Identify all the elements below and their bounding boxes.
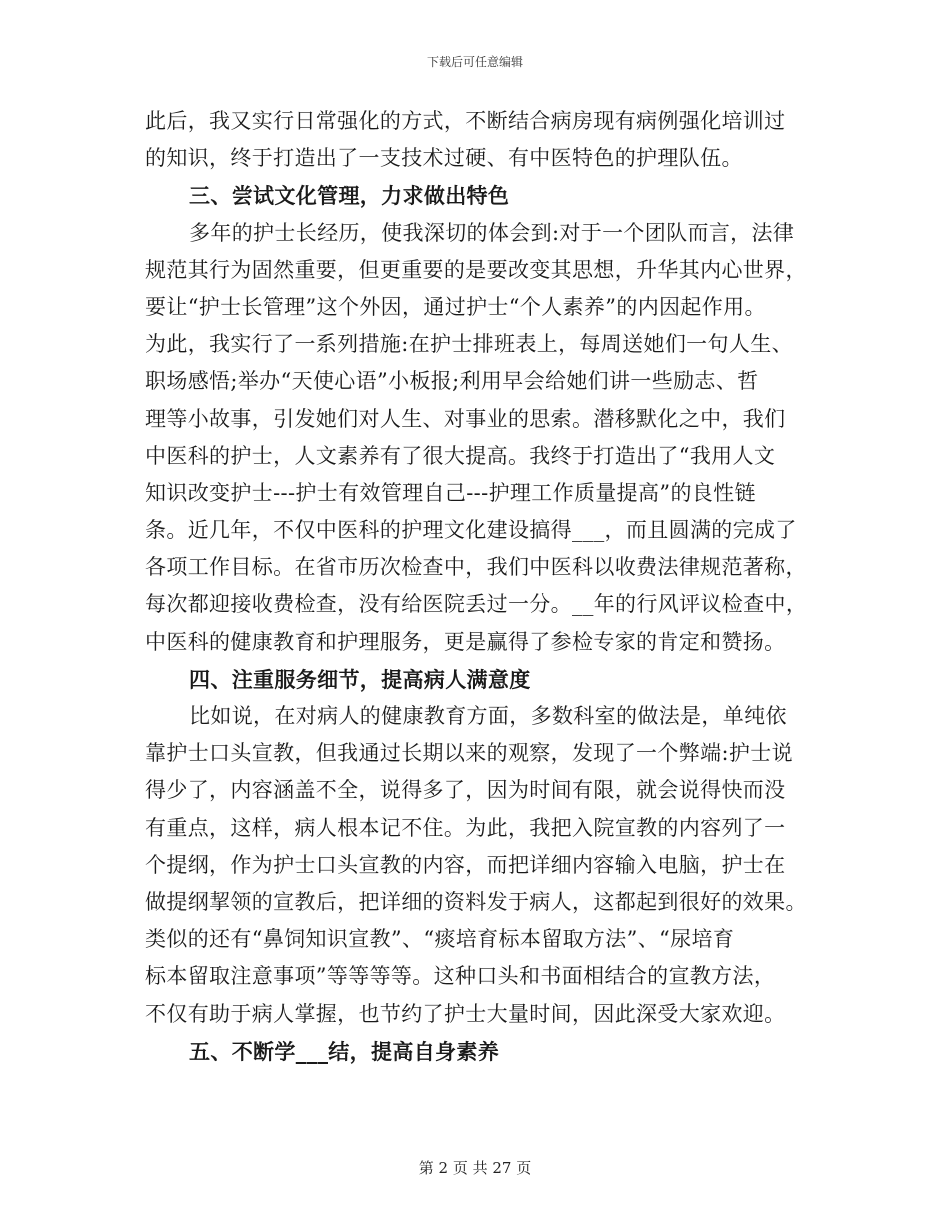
section-heading-5: 五、不断学___结，提高自身素养: [189, 1038, 500, 1064]
body-line: 职场感悟;举办“天使心语”小板报;利用早会给她们讲一些励志、哲: [145, 369, 759, 394]
body-line: 类似的还有“鼻饲知识宣教”、“痰培育标本留取方法”、“尿培育: [145, 927, 735, 952]
body-line: 为此，我实行了一系列措施:在护士排班表上，每周送她们一句人生、: [145, 332, 793, 357]
body-line: 得少了，内容涵盖不全，说得多了，因为时间有限，就会说得快而没: [145, 778, 786, 803]
paragraph-start: 多年的护士长经历，使我深切的体会到:对于一个团队而言，法律: [189, 220, 795, 245]
page-number: 第 2 页 共 27 页: [418, 1159, 532, 1177]
body-line: 的知识，终于打造出了一支技术过硬、有中医特色的护理队伍。: [145, 146, 743, 171]
body-line: 要让“护士长管理”这个外因，通过护士“个人素养”的内因起作用。: [145, 294, 766, 319]
body-line: 理等小故事，引发她们对人生、对事业的思索。潜移默化之中，我们: [145, 406, 786, 431]
body-line: 有重点，这样，病人根本记不住。为此，我把入院宣教的内容列了一: [145, 815, 786, 840]
body-line: 中医科的健康教育和护理服务，更是赢得了参检专家的肯定和赞扬。: [145, 629, 786, 654]
body-line: 中医科的护士，人文素养有了很大提高。我终于打造出了“我用人文: [145, 443, 776, 468]
header-note: 下载后可任意编辑: [426, 55, 523, 69]
body-line: 知识改变护士---护士有效管理自己---护理工作质量提高”的良性链: [145, 480, 756, 505]
body-line: 每次都迎接收费检查，没有给医院丢过一分。__年的行风评议检查中，: [145, 592, 808, 617]
body-line: 做提纲挈领的宣教后，把详细的资料发于病人，这都起到很好的效果。: [145, 889, 807, 914]
paragraph-start: 比如说，在对病人的健康教育方面，多数科室的做法是，单纯依: [189, 704, 787, 728]
section-heading-3: 三、尝试文化管理，力求做出特色: [189, 183, 510, 209]
section-heading-4: 四、注重服务细节，提高病人满意度: [189, 666, 531, 692]
body-line: 不仅有助于病人掌握，也节约了护士大量时间，因此深受大家欢迎。: [145, 1001, 786, 1026]
body-line: 各项工作目标。在省市历次检查中，我们中医科以收费法律规范著称，: [145, 555, 807, 580]
body-line: 个提纲，作为护士口头宣教的内容，而把详细内容输入电脑，护士在: [145, 852, 786, 877]
body-line: 规范其行为固然重要，但更重要的是要改变其思想，升华其内心世界，: [145, 257, 807, 282]
body-line: 靠护士口头宣教，但我通过长期以来的观察，发现了一个弊端:护士说: [145, 741, 793, 766]
body-line: 此后，我又实行日常强化的方式，不断结合病房现有病例强化培训过: [145, 109, 786, 133]
body-line: 标本留取注意事项”等等等等。这种口头和书面相结合的宣教方法，: [145, 964, 776, 989]
document-body: [145, 103, 810, 1070]
body-line: 条。近几年，不仅中医科的护理文化建设搞得___，而且圆满的完成了: [145, 518, 797, 543]
